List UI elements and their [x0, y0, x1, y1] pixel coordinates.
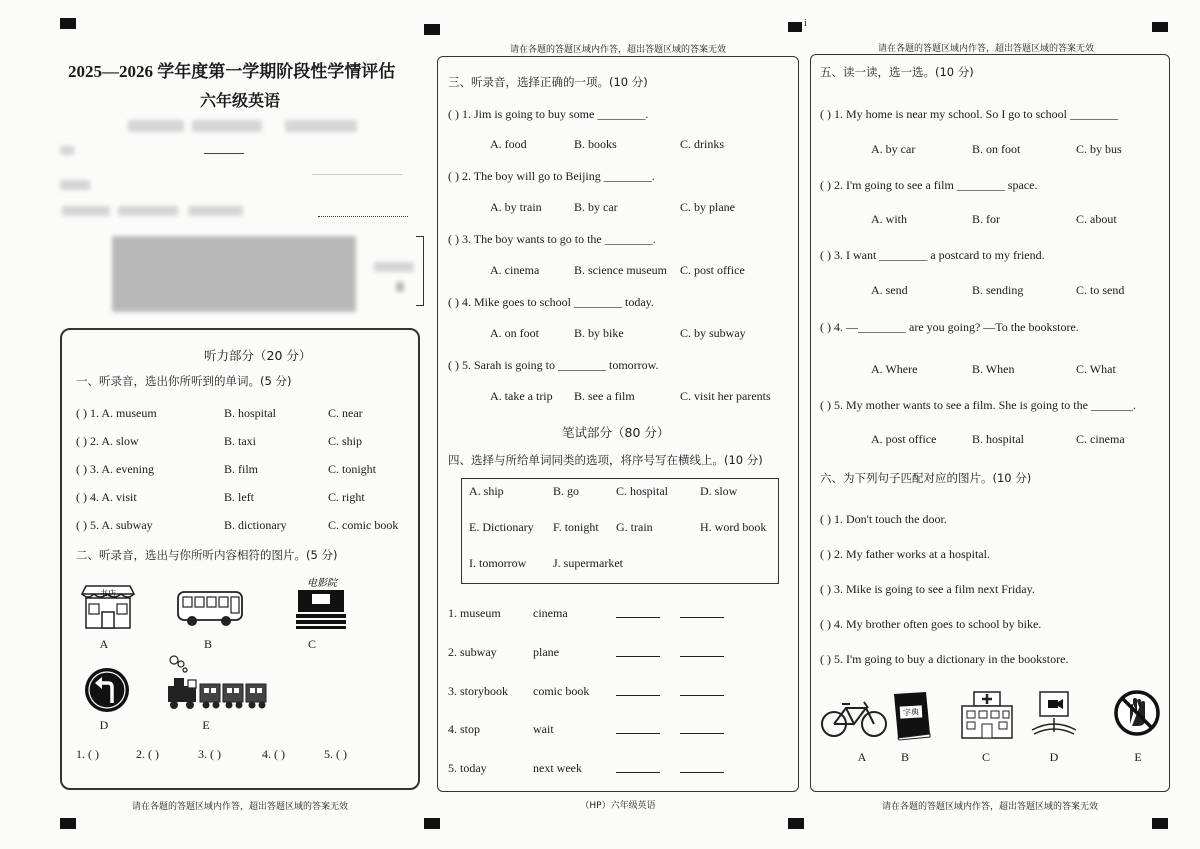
part1-title: 一、听录音，选出你所听到的单词。(5 分)	[76, 374, 292, 388]
answer-blank[interactable]	[616, 762, 660, 773]
part1-option-c: C. right	[328, 490, 365, 504]
part4-word: 5. today	[448, 761, 487, 775]
part5-option-c: C. cinema	[1076, 432, 1125, 446]
answer-blank[interactable]	[616, 685, 660, 696]
mark-letter: i	[804, 18, 807, 29]
registration-mark	[60, 18, 76, 29]
part1-option-c: C. near	[328, 406, 363, 420]
part4-word: 4. stop	[448, 722, 481, 736]
divider	[312, 174, 402, 175]
redacted-info	[396, 282, 404, 292]
part5-option-a: A. post office	[871, 432, 937, 446]
exam-title: 2025—2026 学年度第一学期阶段性学情评估	[68, 62, 396, 81]
film-icon	[1030, 690, 1078, 736]
divider	[204, 153, 244, 154]
redacted-info	[118, 206, 178, 216]
part2-answer-3: 3. ( )	[198, 747, 221, 761]
part4-word: 3. storybook	[448, 684, 508, 698]
word-choice: C. hospital	[616, 484, 669, 498]
part1-item-5: ( ) 5. A. subway	[76, 518, 153, 532]
train-icon	[164, 654, 268, 712]
cinema-sign: 电影院	[307, 578, 337, 589]
part1-option-c: C. ship	[328, 434, 363, 448]
right-panel	[810, 54, 1170, 792]
hospital-icon	[958, 690, 1016, 740]
part3-question-1: ( ) 1. Jim is going to buy some ________.	[448, 107, 649, 121]
part3-option-c: C. by plane	[680, 200, 735, 214]
part4-word: 1. museum	[448, 606, 501, 620]
part1-item-1: ( ) 1. A. museum	[76, 406, 157, 420]
part5-option-a: A. send	[871, 283, 908, 297]
registration-mark	[788, 22, 802, 32]
part3-question-3: ( ) 3. The boy wants to go to the ________.	[448, 232, 656, 246]
redacted-info	[192, 120, 262, 132]
part5-option-b: B. on foot	[972, 142, 1021, 156]
redacted-info	[285, 120, 357, 132]
part3-option-b: B. science museum	[574, 263, 667, 277]
part3-option-b: B. by car	[574, 200, 618, 214]
part5-question-1: ( ) 1. My home is near my school. So I go to school ________	[820, 107, 1118, 121]
part2-title: 二、听录音，选出与你所听内容相符的图片。(5 分)	[76, 548, 338, 562]
answer-blank[interactable]	[680, 762, 724, 773]
answer-blank[interactable]	[680, 685, 724, 696]
part3-option-a: A. cinema	[490, 263, 540, 277]
part3-option-c: C. post office	[680, 263, 745, 277]
answer-area-notice: 请在各题的答题区域内作答，超出答题区域的答案无效	[509, 45, 726, 55]
part6-sentence-2: ( ) 2. My father works at a hospital.	[820, 547, 990, 561]
part6-sentence-4: ( ) 4. My brother often goes to school by bike.	[820, 617, 1042, 631]
picture-label-d: D	[1049, 750, 1059, 764]
redacted-info	[112, 236, 356, 312]
bicycle-icon	[820, 698, 888, 738]
part5-option-c: C. to send	[1076, 283, 1125, 297]
listening-header: 听力部分（20 分）	[204, 348, 312, 363]
picture-label-a: A	[99, 637, 109, 651]
part5-option-c: C. about	[1076, 212, 1117, 226]
part5-question-3: ( ) 3. I want ________ a postcard to my friend.	[820, 248, 1045, 262]
picture-label-b: B	[203, 637, 212, 651]
word-choice: G. train	[616, 520, 653, 534]
answer-blank[interactable]	[616, 607, 660, 618]
part3-option-a: A. take a trip	[490, 389, 553, 403]
word-choice: J. supermarket	[553, 556, 623, 570]
answer-blank[interactable]	[680, 723, 724, 734]
part5-option-a: A. with	[871, 212, 907, 226]
part2-answer-4: 4. ( )	[262, 747, 285, 761]
part4-word: next week	[533, 761, 582, 775]
cinema-icon	[294, 576, 348, 630]
no-touching-icon	[1114, 690, 1160, 736]
part3-title: 三、听录音，选择正确的一项。(10 分)	[448, 75, 648, 89]
dotted-line	[318, 216, 408, 217]
part4-word: wait	[533, 722, 554, 736]
registration-mark	[60, 818, 76, 829]
book-text: 字典	[902, 707, 920, 718]
redacted-info	[188, 206, 243, 216]
part3-option-c: C. visit her parents	[680, 389, 771, 403]
bus-icon	[176, 590, 244, 628]
part5-option-a: A. by car	[871, 142, 916, 156]
picture-label-c: C	[307, 637, 316, 651]
redacted-info	[60, 180, 90, 190]
part3-option-b: B. see a film	[574, 389, 635, 403]
part5-question-4: ( ) 4. —________ are you going? —To the bookstore.	[820, 320, 1079, 334]
exam-subject: 六年级英语	[200, 93, 281, 110]
part4-word: 2. subway	[448, 645, 497, 659]
part5-option-c: C. What	[1076, 362, 1116, 376]
part1-item-2: ( ) 2. A. slow	[76, 434, 139, 448]
part1-option-b: B. hospital	[224, 406, 277, 420]
part3-question-2: ( ) 2. The boy will go to Beijing ________.	[448, 169, 655, 183]
writing-header: 笔试部分（80 分）	[562, 425, 670, 440]
part5-option-c: C. by bus	[1076, 142, 1122, 156]
bracket-line	[416, 236, 424, 306]
word-choice: D. slow	[700, 484, 738, 498]
picture-label-e: E	[1134, 750, 1142, 764]
registration-mark	[1152, 22, 1168, 32]
part6-sentence-1: ( ) 1. Don't touch the door.	[820, 512, 947, 526]
part5-title: 五、读一读，选一选。(10 分)	[820, 65, 974, 79]
picture-label-c: C	[981, 750, 990, 764]
word-choice: F. tonight	[553, 520, 599, 534]
registration-mark	[1152, 818, 1168, 829]
registration-mark	[788, 818, 804, 829]
turn-left-sign-icon	[84, 667, 130, 713]
answer-blank[interactable]	[680, 607, 724, 618]
part2-answer-2: 2. ( )	[136, 747, 159, 761]
part3-option-a: A. on foot	[490, 326, 539, 340]
redacted-info	[62, 206, 110, 216]
part4-word: comic book	[533, 684, 590, 698]
part1-option-c: C. comic book	[328, 518, 399, 532]
part5-question-5: ( ) 5. My mother wants to see a film. She is going to the _______.	[820, 398, 1136, 412]
answer-blank[interactable]	[616, 723, 660, 734]
part3-option-a: A. by train	[490, 200, 542, 214]
part3-option-b: B. by bike	[574, 326, 624, 340]
redacted-info	[128, 120, 184, 132]
part6-title: 六、为下列句子匹配对应的图片。(10 分)	[820, 471, 1032, 485]
redacted-info	[374, 262, 414, 272]
part5-option-b: B. hospital	[972, 432, 1025, 446]
word-choice: E. Dictionary	[469, 520, 534, 534]
word-choice: I. tomorrow	[469, 556, 527, 570]
picture-label-d: D	[99, 718, 109, 732]
answer-blank[interactable]	[616, 646, 660, 657]
part2-answer-5: 5. ( )	[324, 747, 347, 761]
registration-mark	[424, 818, 440, 829]
answer-area-notice: 请在各题的答题区域内作答，超出答题区域的答案无效	[877, 44, 1094, 54]
picture-label-e: E	[202, 718, 210, 732]
part3-question-4: ( ) 4. Mike goes to school ________ today.	[448, 295, 654, 309]
part5-option-b: B. When	[972, 362, 1015, 376]
part4-word: plane	[533, 645, 559, 659]
part6-sentence-5: ( ) 5. I'm going to buy a dictionary in the bookstore.	[820, 652, 1069, 666]
registration-mark	[424, 24, 440, 35]
part3-option-c: C. by subway	[680, 326, 746, 340]
word-choice: B. go	[553, 484, 580, 498]
answer-blank[interactable]	[680, 646, 724, 657]
redacted-info	[60, 146, 74, 155]
bookstore-icon	[80, 580, 136, 630]
part6-sentence-3: ( ) 3. Mike is going to see a film next Friday.	[820, 582, 1035, 596]
part4-word: cinema	[533, 606, 568, 620]
part1-option-b: B. film	[224, 462, 259, 476]
picture-label-a: A	[857, 750, 867, 764]
part1-item-4: ( ) 4. A. visit	[76, 490, 137, 504]
word-choice: A. ship	[469, 484, 504, 498]
picture-label-b: B	[900, 750, 909, 764]
answer-area-notice: 请在各题的答题区域内作答，超出答题区域的答案无效	[131, 802, 348, 812]
word-choice: H. word book	[700, 520, 767, 534]
part5-option-a: A. Where	[871, 362, 918, 376]
part3-option-c: C. drinks	[680, 137, 725, 151]
part3-question-5: ( ) 5. Sarah is going to ________ tomorrow.	[448, 358, 659, 372]
part5-question-2: ( ) 2. I'm going to see a film ________ space.	[820, 178, 1038, 192]
part5-option-b: B. for	[972, 212, 1000, 226]
part3-option-a: A. food	[490, 137, 527, 151]
part4-title: 四、选择与所给单词同类的选项，将序号写在横线上。(10 分)	[448, 453, 763, 467]
dictionary-icon	[890, 690, 934, 740]
part2-answer-1: 1. ( )	[76, 747, 99, 761]
part1-option-b: B. dictionary	[224, 518, 287, 532]
part1-option-b: B. taxi	[224, 434, 256, 448]
answer-area-notice: 请在各题的答题区域内作答，超出答题区域的答案无效	[881, 802, 1098, 812]
part5-option-b: B. sending	[972, 283, 1024, 297]
part1-option-b: B. left	[224, 490, 254, 504]
shop-sign: 书店	[100, 589, 116, 598]
part1-item-3: ( ) 3. A. evening	[76, 462, 154, 476]
page-footer: （HP）六年级英语	[580, 801, 656, 811]
part3-option-b: B. books	[574, 137, 617, 151]
part1-option-c: C. tonight	[328, 462, 377, 476]
